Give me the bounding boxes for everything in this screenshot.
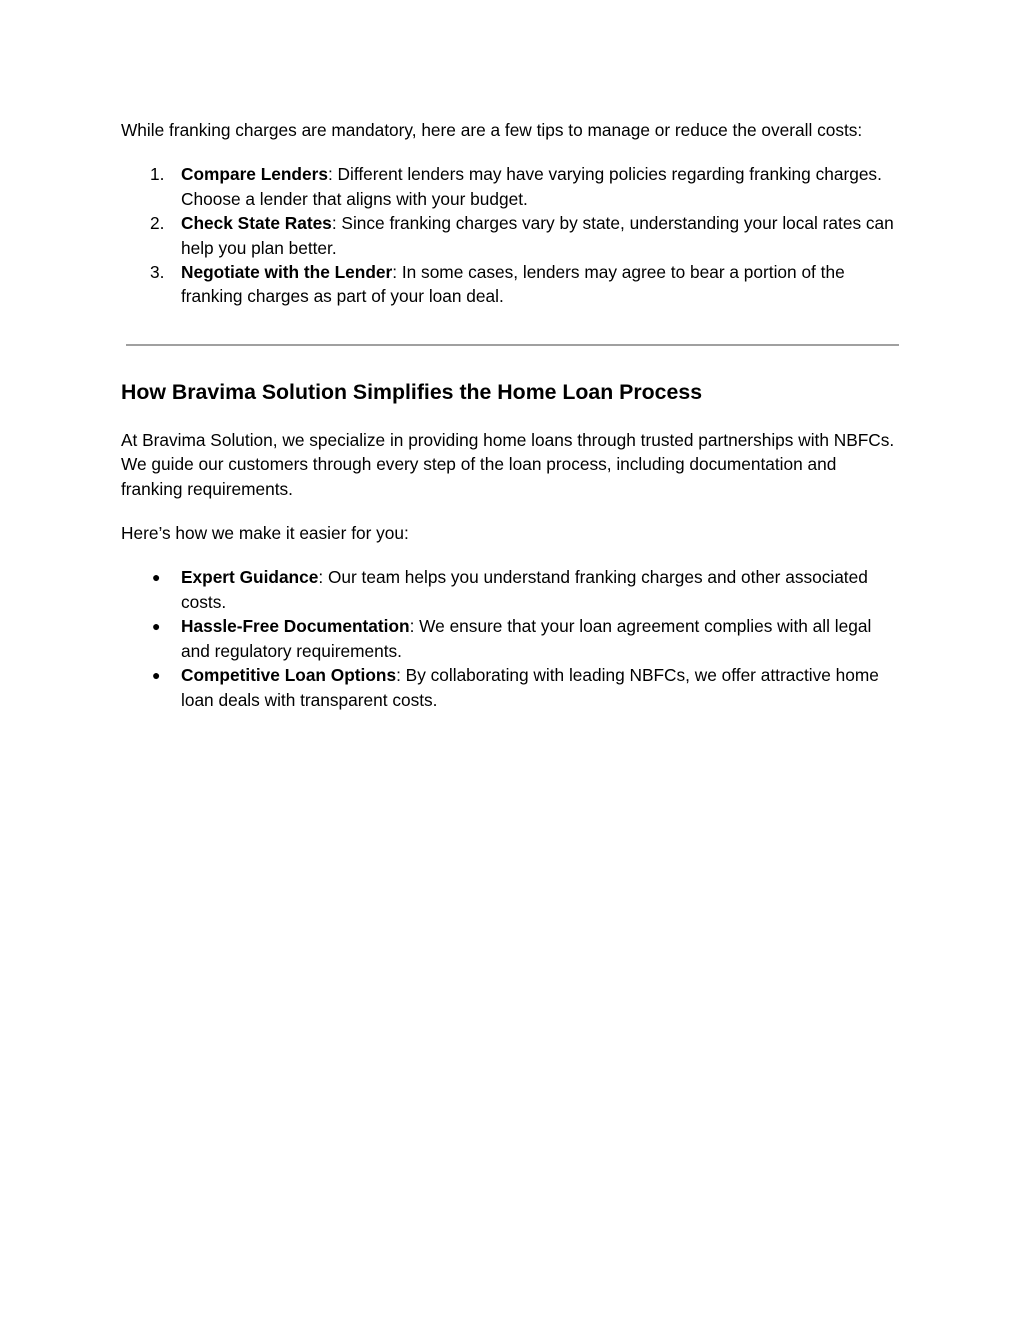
list-number: 2. [150,213,165,234]
tip-text: : In some cases, lenders may agree to bear a portion of the franking charges as part of your loan deal. [181,262,845,307]
tip-title: Check State Rates [181,213,332,234]
list-item [121,162,901,211]
feature-text: : By collaborating with leading NBFCs, we offer attractive home loan deals with transparent costs. [181,665,879,710]
list-item [121,614,901,663]
section-paragraph: At Bravima Solution, we specialize in providing home loans through trusted partnerships with NBFCs. We guide our customers through every step of the loan process, including documentation and franking requirements. [121,429,895,499]
feature-title: Hassle-Free Documentation [181,616,410,637]
tips-list [121,162,901,308]
list-item [121,663,901,712]
feature-text: : We ensure that your loan agreement complies with all legal and regulatory requirements. [181,616,872,661]
feature-title: Expert Guidance [181,567,319,588]
horizontal-divider [126,344,899,346]
lead-paragraph: Here’s how we make it easier for you: [121,523,409,544]
list-item [121,260,901,309]
feature-text: : Our team helps you understand franking charges and other associated costs. [181,567,868,612]
list-number: 3. [150,262,165,283]
bullet-icon: ● [152,569,161,586]
feature-title: Competitive Loan Options [181,665,397,686]
bullet-icon: ● [152,667,161,684]
tip-title: Negotiate with the Lender [181,262,393,283]
intro-paragraph: While franking charges are mandatory, here are a few tips to manage or reduce the overall costs: [121,120,863,140]
tip-text: : Different lenders may have varying policies regarding franking charges. Choose a lender that aligns with your budget. [181,164,882,209]
list-item [121,211,901,260]
bullet-icon: ● [152,618,161,635]
document-page [121,118,901,712]
section-heading: How Bravima Solution Simplifies the Home Loan Process [121,379,703,404]
list-number: 1. [150,164,165,185]
tip-title: Compare Lenders [181,164,328,185]
list-item [121,565,901,614]
features-list [121,565,901,711]
tip-text: : Since franking charges vary by state, understanding your local rates can help you plan better. [181,213,894,258]
